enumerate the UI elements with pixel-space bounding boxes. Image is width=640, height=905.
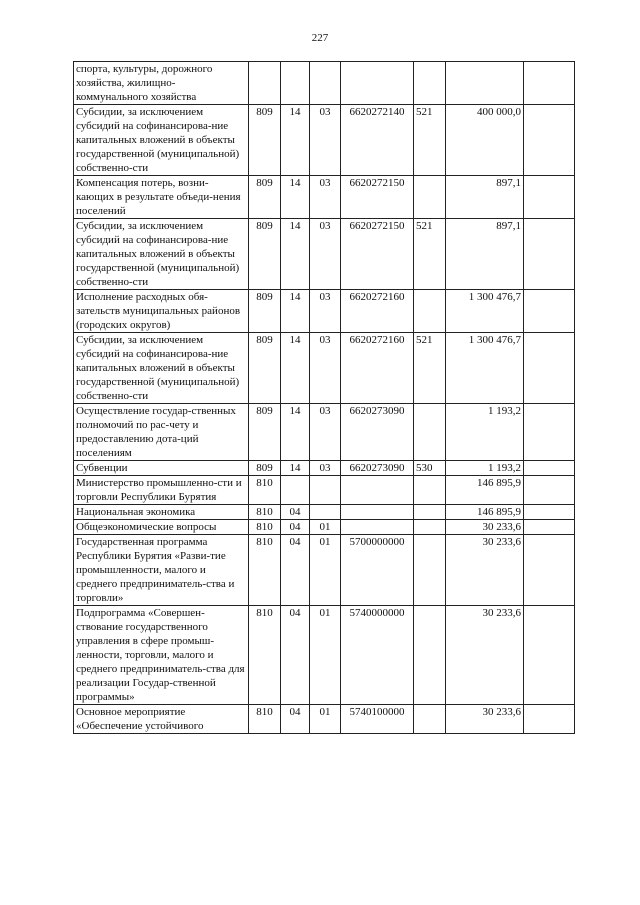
expense-type-cell bbox=[414, 535, 446, 606]
table-row bbox=[74, 535, 575, 606]
target-article-cell: 6620272140 bbox=[341, 105, 414, 176]
subsection-code-cell: 01 bbox=[310, 705, 341, 734]
expense-type-cell bbox=[414, 705, 446, 734]
amount-cell: 897,1 bbox=[446, 219, 524, 290]
row-name-cell: Исполнение расходных обя-зательств муниципальных районов (городских округов) bbox=[74, 290, 249, 333]
amount-cell: 30 233,6 bbox=[446, 535, 524, 606]
subsection-code-cell: 03 bbox=[310, 333, 341, 404]
section-code-cell: 04 bbox=[281, 705, 310, 734]
subsection-code-cell bbox=[310, 62, 341, 105]
row-name-cell: Министерство промышленно-сти и торговли Республики Бурятия bbox=[74, 476, 249, 505]
empty-column-cell bbox=[524, 105, 575, 176]
ministry-code-cell: 809 bbox=[249, 333, 281, 404]
row-name-cell: Национальная экономика bbox=[74, 505, 249, 520]
expense-type-cell bbox=[414, 290, 446, 333]
target-article-cell: 6620272150 bbox=[341, 176, 414, 219]
table-row bbox=[74, 290, 575, 333]
empty-column-cell bbox=[524, 333, 575, 404]
target-article-cell: 6620273090 bbox=[341, 404, 414, 461]
ministry-code-cell: 809 bbox=[249, 290, 281, 333]
empty-column-cell bbox=[524, 461, 575, 476]
budget-table bbox=[73, 61, 575, 734]
amount-cell bbox=[446, 62, 524, 105]
section-code-cell: 14 bbox=[281, 461, 310, 476]
target-article-cell bbox=[341, 505, 414, 520]
target-article-cell: 6620272160 bbox=[341, 290, 414, 333]
ministry-code-cell: 810 bbox=[249, 476, 281, 505]
amount-cell: 897,1 bbox=[446, 176, 524, 219]
expense-type-cell bbox=[414, 505, 446, 520]
expense-type-cell: 521 bbox=[414, 333, 446, 404]
amount-cell: 30 233,6 bbox=[446, 606, 524, 705]
target-article-cell: 6620272150 bbox=[341, 219, 414, 290]
section-code-cell: 14 bbox=[281, 105, 310, 176]
section-code-cell bbox=[281, 62, 310, 105]
section-code-cell: 04 bbox=[281, 520, 310, 535]
amount-cell: 30 233,6 bbox=[446, 705, 524, 734]
ministry-code-cell: 809 bbox=[249, 404, 281, 461]
expense-type-cell bbox=[414, 62, 446, 105]
amount-cell: 146 895,9 bbox=[446, 476, 524, 505]
table-row bbox=[74, 176, 575, 219]
amount-cell: 1 193,2 bbox=[446, 404, 524, 461]
empty-column-cell bbox=[524, 705, 575, 734]
table-row bbox=[74, 606, 575, 705]
target-article-cell bbox=[341, 62, 414, 105]
ministry-code-cell bbox=[249, 62, 281, 105]
amount-cell: 1 300 476,7 bbox=[446, 290, 524, 333]
section-code-cell: 04 bbox=[281, 535, 310, 606]
expense-type-cell bbox=[414, 476, 446, 505]
subsection-code-cell: 03 bbox=[310, 461, 341, 476]
table-row bbox=[74, 476, 575, 505]
ministry-code-cell: 809 bbox=[249, 176, 281, 219]
subsection-code-cell: 01 bbox=[310, 520, 341, 535]
section-code-cell bbox=[281, 476, 310, 505]
section-code-cell: 14 bbox=[281, 333, 310, 404]
expense-type-cell bbox=[414, 606, 446, 705]
target-article-cell: 5700000000 bbox=[341, 535, 414, 606]
subsection-code-cell: 03 bbox=[310, 290, 341, 333]
target-article-cell: 5740000000 bbox=[341, 606, 414, 705]
subsection-code-cell: 01 bbox=[310, 535, 341, 606]
amount-cell: 1 300 476,7 bbox=[446, 333, 524, 404]
row-name-cell: Государственная программа Республики Бурятия «Разви-тие промышленности, малого и среднего предприниматель-ства и торговли» bbox=[74, 535, 249, 606]
budget-table-body bbox=[74, 62, 575, 734]
table-row bbox=[74, 705, 575, 734]
target-article-cell: 6620273090 bbox=[341, 461, 414, 476]
empty-column-cell bbox=[524, 520, 575, 535]
target-article-cell bbox=[341, 476, 414, 505]
expense-type-cell: 521 bbox=[414, 219, 446, 290]
row-name-cell: Компенсация потерь, возни-кающих в результате объеди-нения поселений bbox=[74, 176, 249, 219]
table-row bbox=[74, 520, 575, 535]
empty-column-cell bbox=[524, 606, 575, 705]
section-code-cell: 04 bbox=[281, 505, 310, 520]
row-name-cell: Осуществление государ-ственных полномочий по рас-чету и предоставлению дота-ций поселениям bbox=[74, 404, 249, 461]
table-row bbox=[74, 62, 575, 105]
subsection-code-cell: 03 bbox=[310, 105, 341, 176]
page-number: 227 bbox=[311, 32, 329, 44]
ministry-code-cell: 810 bbox=[249, 505, 281, 520]
row-name-cell: Субсидии, за исключением субсидий на софинансирова-ние капитальных вложений в объекты государственной (муниципальной) собственно-сти bbox=[74, 219, 249, 290]
target-article-cell bbox=[341, 520, 414, 535]
expense-type-cell bbox=[414, 520, 446, 535]
table-row bbox=[74, 105, 575, 176]
subsection-code-cell bbox=[310, 476, 341, 505]
table-row bbox=[74, 404, 575, 461]
subsection-code-cell bbox=[310, 505, 341, 520]
row-name-cell: спорта, культуры, дорожного хозяйства, жилищно-коммунального хозяйства bbox=[74, 62, 249, 105]
row-name-cell: Субсидии, за исключением субсидий на софинансирова-ние капитальных вложений в объекты государственной (муниципальной) собственно-сти bbox=[74, 105, 249, 176]
amount-cell: 30 233,6 bbox=[446, 520, 524, 535]
section-code-cell: 14 bbox=[281, 290, 310, 333]
empty-column-cell bbox=[524, 404, 575, 461]
empty-column-cell bbox=[524, 176, 575, 219]
section-code-cell: 14 bbox=[281, 219, 310, 290]
empty-column-cell bbox=[524, 62, 575, 105]
empty-column-cell bbox=[524, 505, 575, 520]
ministry-code-cell: 810 bbox=[249, 705, 281, 734]
row-name-cell: Подпрограмма «Совершен-ствование государственного управления в сфере промыш-ленности, торговли, малого и среднего предприниматель-ства для реализации Государ-ственной программы» bbox=[74, 606, 249, 705]
expense-type-cell bbox=[414, 404, 446, 461]
ministry-code-cell: 809 bbox=[249, 461, 281, 476]
row-name-cell: Субвенции bbox=[74, 461, 249, 476]
ministry-code-cell: 810 bbox=[249, 606, 281, 705]
expense-type-cell: 530 bbox=[414, 461, 446, 476]
section-code-cell: 04 bbox=[281, 606, 310, 705]
row-name-cell: Общеэкономические вопросы bbox=[74, 520, 249, 535]
ministry-code-cell: 809 bbox=[249, 105, 281, 176]
table-row bbox=[74, 461, 575, 476]
subsection-code-cell: 01 bbox=[310, 606, 341, 705]
amount-cell: 146 895,9 bbox=[446, 505, 524, 520]
subsection-code-cell: 03 bbox=[310, 176, 341, 219]
ministry-code-cell: 810 bbox=[249, 535, 281, 606]
table-row bbox=[74, 219, 575, 290]
section-code-cell: 14 bbox=[281, 404, 310, 461]
empty-column-cell bbox=[524, 290, 575, 333]
ministry-code-cell: 809 bbox=[249, 219, 281, 290]
subsection-code-cell: 03 bbox=[310, 219, 341, 290]
target-article-cell: 6620272160 bbox=[341, 333, 414, 404]
ministry-code-cell: 810 bbox=[249, 520, 281, 535]
target-article-cell: 5740100000 bbox=[341, 705, 414, 734]
empty-column-cell bbox=[524, 219, 575, 290]
empty-column-cell bbox=[524, 535, 575, 606]
subsection-code-cell: 03 bbox=[310, 404, 341, 461]
row-name-cell: Субсидии, за исключением субсидий на софинансирова-ние капитальных вложений в объекты государственной (муниципальной) собственно-сти bbox=[74, 333, 249, 404]
expense-type-cell: 521 bbox=[414, 105, 446, 176]
amount-cell: 400 000,0 bbox=[446, 105, 524, 176]
table-row bbox=[74, 505, 575, 520]
table-row bbox=[74, 333, 575, 404]
expense-type-cell bbox=[414, 176, 446, 219]
amount-cell: 1 193,2 bbox=[446, 461, 524, 476]
section-code-cell: 14 bbox=[281, 176, 310, 219]
empty-column-cell bbox=[524, 476, 575, 505]
row-name-cell: Основное мероприятие «Обеспечение устойчивого bbox=[74, 705, 249, 734]
